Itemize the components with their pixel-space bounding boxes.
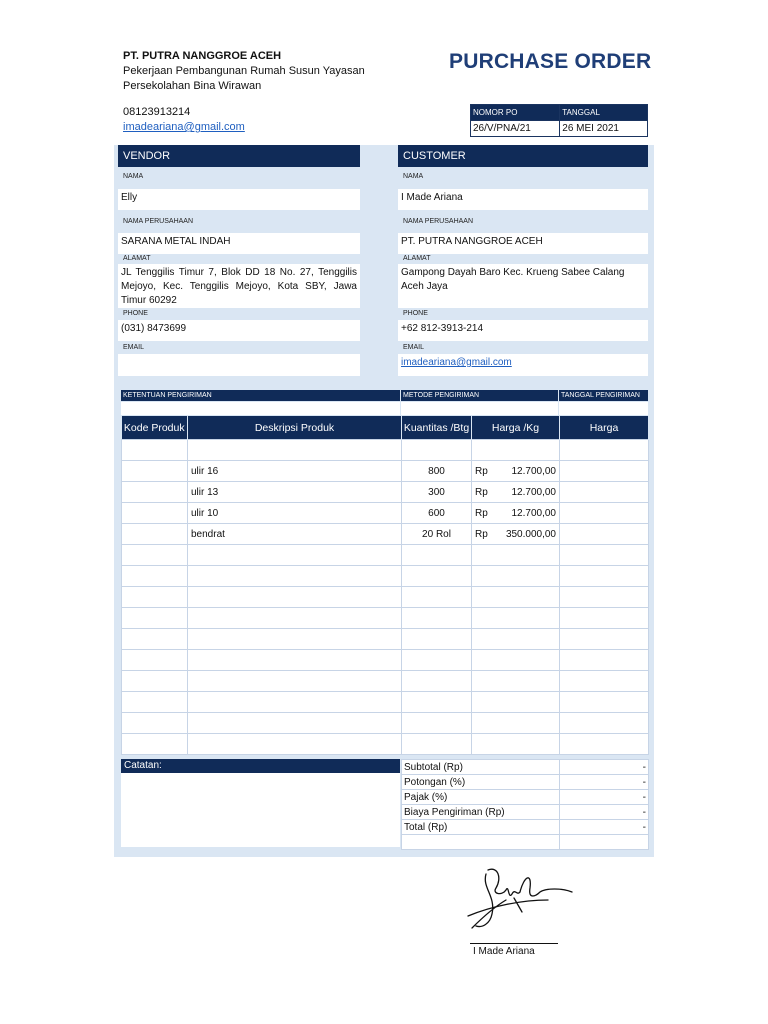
table-row: [122, 524, 649, 545]
customer-address-field[interactable]: Gampong Dayah Baro Kec. Krueng Sabee Calang Aceh Jaya: [398, 264, 648, 308]
item-description-cell[interactable]: [188, 608, 402, 629]
item-price-cell[interactable]: [560, 503, 649, 524]
totals-value[interactable]: [560, 835, 649, 850]
item-quantity-cell[interactable]: 800: [402, 461, 472, 482]
item-unit-price-cell[interactable]: [472, 545, 560, 566]
item-code-cell[interactable]: [122, 650, 188, 671]
totals-row: [402, 760, 649, 775]
shipping-method-label: METODE PENGIRIMAN: [401, 390, 558, 401]
vendor-address-field[interactable]: JL Tenggilis Timur 7, Blok DD 18 No. 27, Tenggilis Mejoyo, Kec. Tenggilis Mejoyo, Kota SBY, Jawa Timur 60292: [118, 264, 360, 308]
item-unit-price-cell[interactable]: [472, 713, 560, 734]
item-quantity-cell[interactable]: [402, 650, 472, 671]
item-unit-price-cell[interactable]: [472, 524, 560, 545]
item-description-cell[interactable]: ulir 10: [188, 503, 402, 524]
item-price-cell[interactable]: [560, 566, 649, 587]
item-quantity-cell[interactable]: [402, 587, 472, 608]
item-unit-price-cell[interactable]: [472, 608, 560, 629]
customer-company-label: NAMA PERUSAHAAN: [403, 218, 474, 225]
company-description-line-2: Persekolahan Bina Wirawan: [123, 80, 262, 92]
item-description-cell[interactable]: [188, 587, 402, 608]
item-description-cell[interactable]: [188, 734, 402, 755]
po-number-label: NOMOR PO: [471, 105, 560, 121]
item-unit-price-cell[interactable]: [472, 650, 560, 671]
table-row: [122, 545, 649, 566]
customer-email-link[interactable]: imadeariana@gmail.com: [398, 354, 648, 376]
item-code-cell[interactable]: [122, 629, 188, 650]
item-quantity-cell[interactable]: [402, 566, 472, 587]
totals-value[interactable]: -: [560, 760, 649, 775]
item-description-cell[interactable]: [188, 440, 402, 461]
vendor-name-field[interactable]: Elly: [118, 189, 360, 210]
item-unit-price-cell[interactable]: [472, 566, 560, 587]
item-quantity-cell[interactable]: [402, 713, 472, 734]
item-price-cell[interactable]: [560, 440, 649, 461]
column-header-description: Deskripsi Produk: [188, 416, 402, 440]
item-unit-price-cell[interactable]: [472, 587, 560, 608]
item-unit-price-cell[interactable]: [472, 734, 560, 755]
item-code-cell[interactable]: [122, 734, 188, 755]
vendor-email-label: EMAIL: [123, 344, 145, 351]
item-description-cell[interactable]: bendrat: [188, 524, 402, 545]
customer-address-label: ALAMAT: [403, 255, 431, 262]
totals-value[interactable]: -: [560, 790, 649, 805]
table-row: [122, 608, 649, 629]
item-code-cell[interactable]: [122, 587, 188, 608]
unit-price-value: 12.700,00: [511, 486, 556, 498]
currency-label: Rp: [475, 465, 488, 477]
table-row: [122, 629, 649, 650]
item-quantity-cell[interactable]: [402, 545, 472, 566]
item-description-cell[interactable]: [188, 692, 402, 713]
item-unit-price-cell[interactable]: [472, 461, 560, 482]
item-price-cell[interactable]: [560, 461, 649, 482]
company-name: PT. PUTRA NANGGROE ACEH: [123, 50, 282, 62]
item-price-cell[interactable]: [560, 545, 649, 566]
item-code-cell[interactable]: [122, 482, 188, 503]
item-price-cell[interactable]: [560, 524, 649, 545]
page-title: PURCHASE ORDER: [449, 50, 652, 73]
item-description-cell[interactable]: ulir 16: [188, 461, 402, 482]
items-table: [121, 416, 649, 755]
currency-label: Rp: [475, 507, 488, 519]
item-code-cell[interactable]: [122, 713, 188, 734]
signature-image: [462, 866, 576, 934]
vendor-company-field[interactable]: SARANA METAL INDAH: [118, 233, 360, 254]
signatory-name: I Made Ariana: [473, 946, 535, 957]
item-description-cell[interactable]: [188, 629, 402, 650]
item-quantity-cell[interactable]: 600: [402, 503, 472, 524]
totals-label: Pajak (%): [402, 790, 560, 805]
company-email-link[interactable]: imadeariana@gmail.com: [123, 121, 245, 133]
item-code-cell[interactable]: [122, 524, 188, 545]
table-row: [122, 587, 649, 608]
po-number: 26/V/PNA/21: [471, 121, 560, 137]
totals-label: Potongan (%): [402, 775, 560, 790]
notes-label: Catatan:: [121, 759, 400, 773]
item-price-cell[interactable]: [560, 692, 649, 713]
totals-label: Total (Rp): [402, 820, 560, 835]
customer-name-field[interactable]: I Made Ariana: [398, 189, 648, 210]
vendor-address-label: ALAMAT: [123, 255, 151, 262]
customer-header: CUSTOMER: [398, 145, 648, 167]
table-row: [122, 461, 649, 482]
item-quantity-cell[interactable]: [402, 629, 472, 650]
item-unit-price-cell[interactable]: [472, 671, 560, 692]
totals-label: Subtotal (Rp): [402, 760, 560, 775]
item-unit-price-cell[interactable]: [472, 503, 560, 524]
item-price-cell[interactable]: [560, 713, 649, 734]
vendor-phone-label: PHONE: [123, 310, 148, 317]
table-row: [122, 503, 649, 524]
totals-table: [401, 759, 649, 850]
item-unit-price-cell[interactable]: [472, 482, 560, 503]
shipping-method-field[interactable]: [401, 402, 558, 415]
shipping-terms-field[interactable]: [121, 402, 400, 415]
totals-label: Biaya Pengiriman (Rp): [402, 805, 560, 820]
table-row: [122, 671, 649, 692]
shipping-date-field[interactable]: [559, 402, 648, 415]
unit-price-value: 350.000,00: [505, 528, 556, 540]
shipping-date-label: TANGGAL PENGIRIMAN: [559, 390, 648, 401]
totals-value[interactable]: -: [560, 805, 649, 820]
item-code-cell[interactable]: [122, 503, 188, 524]
table-row: [122, 482, 649, 503]
totals-label: [402, 835, 560, 850]
item-price-cell[interactable]: [560, 671, 649, 692]
totals-row: [402, 820, 649, 835]
customer-email-label: EMAIL: [403, 344, 425, 351]
vendor-header: VENDOR: [118, 145, 360, 167]
item-quantity-cell[interactable]: [402, 608, 472, 629]
customer-phone-field[interactable]: +62 812-3913-214: [398, 320, 648, 341]
signature-line: [470, 943, 558, 944]
totals-value[interactable]: -: [560, 820, 649, 835]
item-quantity-cell[interactable]: 300: [402, 482, 472, 503]
totals-row: [402, 835, 649, 850]
item-code-cell[interactable]: [122, 566, 188, 587]
item-description-cell[interactable]: [188, 713, 402, 734]
item-code-cell[interactable]: [122, 608, 188, 629]
item-code-cell[interactable]: [122, 461, 188, 482]
vendor-company-label: NAMA PERUSAHAAN: [123, 218, 194, 225]
currency-label: Rp: [475, 486, 488, 498]
totals-row: [402, 775, 649, 790]
item-quantity-cell[interactable]: 20 Rol: [402, 524, 472, 545]
company-phone: 08123913214: [123, 106, 191, 118]
unit-price-value: 12.700,00: [511, 507, 556, 519]
item-code-cell[interactable]: [122, 545, 188, 566]
item-description-cell[interactable]: [188, 545, 402, 566]
column-header-code: Kode Produk: [122, 416, 188, 440]
item-quantity-cell[interactable]: [402, 734, 472, 755]
item-price-cell[interactable]: [560, 587, 649, 608]
customer-name-label: NAMA: [403, 173, 424, 180]
customer-phone-label: PHONE: [403, 310, 428, 317]
item-description-cell[interactable]: [188, 671, 402, 692]
table-row: [122, 650, 649, 671]
vendor-phone-field[interactable]: (031) 8473699: [118, 320, 360, 341]
column-header-quantity: Kuantitas /Btg: [402, 416, 472, 440]
table-row: [122, 692, 649, 713]
customer-company-field[interactable]: PT. PUTRA NANGGROE ACEH: [398, 233, 648, 254]
item-unit-price-cell[interactable]: [472, 629, 560, 650]
item-price-cell[interactable]: [560, 629, 649, 650]
currency-label: Rp: [475, 528, 488, 540]
column-header-price: Harga: [560, 416, 649, 440]
totals-row: [402, 805, 649, 820]
item-code-cell[interactable]: [122, 671, 188, 692]
item-price-cell[interactable]: [560, 608, 649, 629]
item-quantity-cell[interactable]: [402, 671, 472, 692]
table-row: [122, 713, 649, 734]
notes-field[interactable]: [121, 773, 400, 847]
vendor-name-label: NAMA: [123, 173, 144, 180]
item-unit-price-cell[interactable]: [472, 692, 560, 713]
po-meta-table: [470, 104, 648, 137]
column-header-unit-price: Harga /Kg: [472, 416, 560, 440]
item-quantity-cell[interactable]: [402, 692, 472, 713]
po-date: 26 MEI 2021: [560, 121, 648, 137]
item-quantity-cell[interactable]: [402, 440, 472, 461]
table-row: [122, 734, 649, 755]
unit-price-value: 12.700,00: [511, 465, 556, 477]
item-price-cell[interactable]: [560, 650, 649, 671]
item-price-cell[interactable]: [560, 734, 649, 755]
totals-value[interactable]: -: [560, 775, 649, 790]
item-code-cell[interactable]: [122, 440, 188, 461]
item-code-cell[interactable]: [122, 692, 188, 713]
shipping-terms-label: KETENTUAN PENGIRIMAN: [121, 390, 400, 401]
item-description-cell[interactable]: [188, 650, 402, 671]
company-description-line-1: Pekerjaan Pembangunan Rumah Susun Yayasan: [123, 65, 365, 77]
table-row: [122, 566, 649, 587]
vendor-email-field[interactable]: [118, 354, 360, 376]
po-date-label: TANGGAL: [560, 105, 648, 121]
totals-row: [402, 790, 649, 805]
item-price-cell[interactable]: [560, 482, 649, 503]
item-description-cell[interactable]: ulir 13: [188, 482, 402, 503]
table-row: [122, 440, 649, 461]
item-description-cell[interactable]: [188, 566, 402, 587]
item-unit-price-cell[interactable]: [472, 440, 560, 461]
